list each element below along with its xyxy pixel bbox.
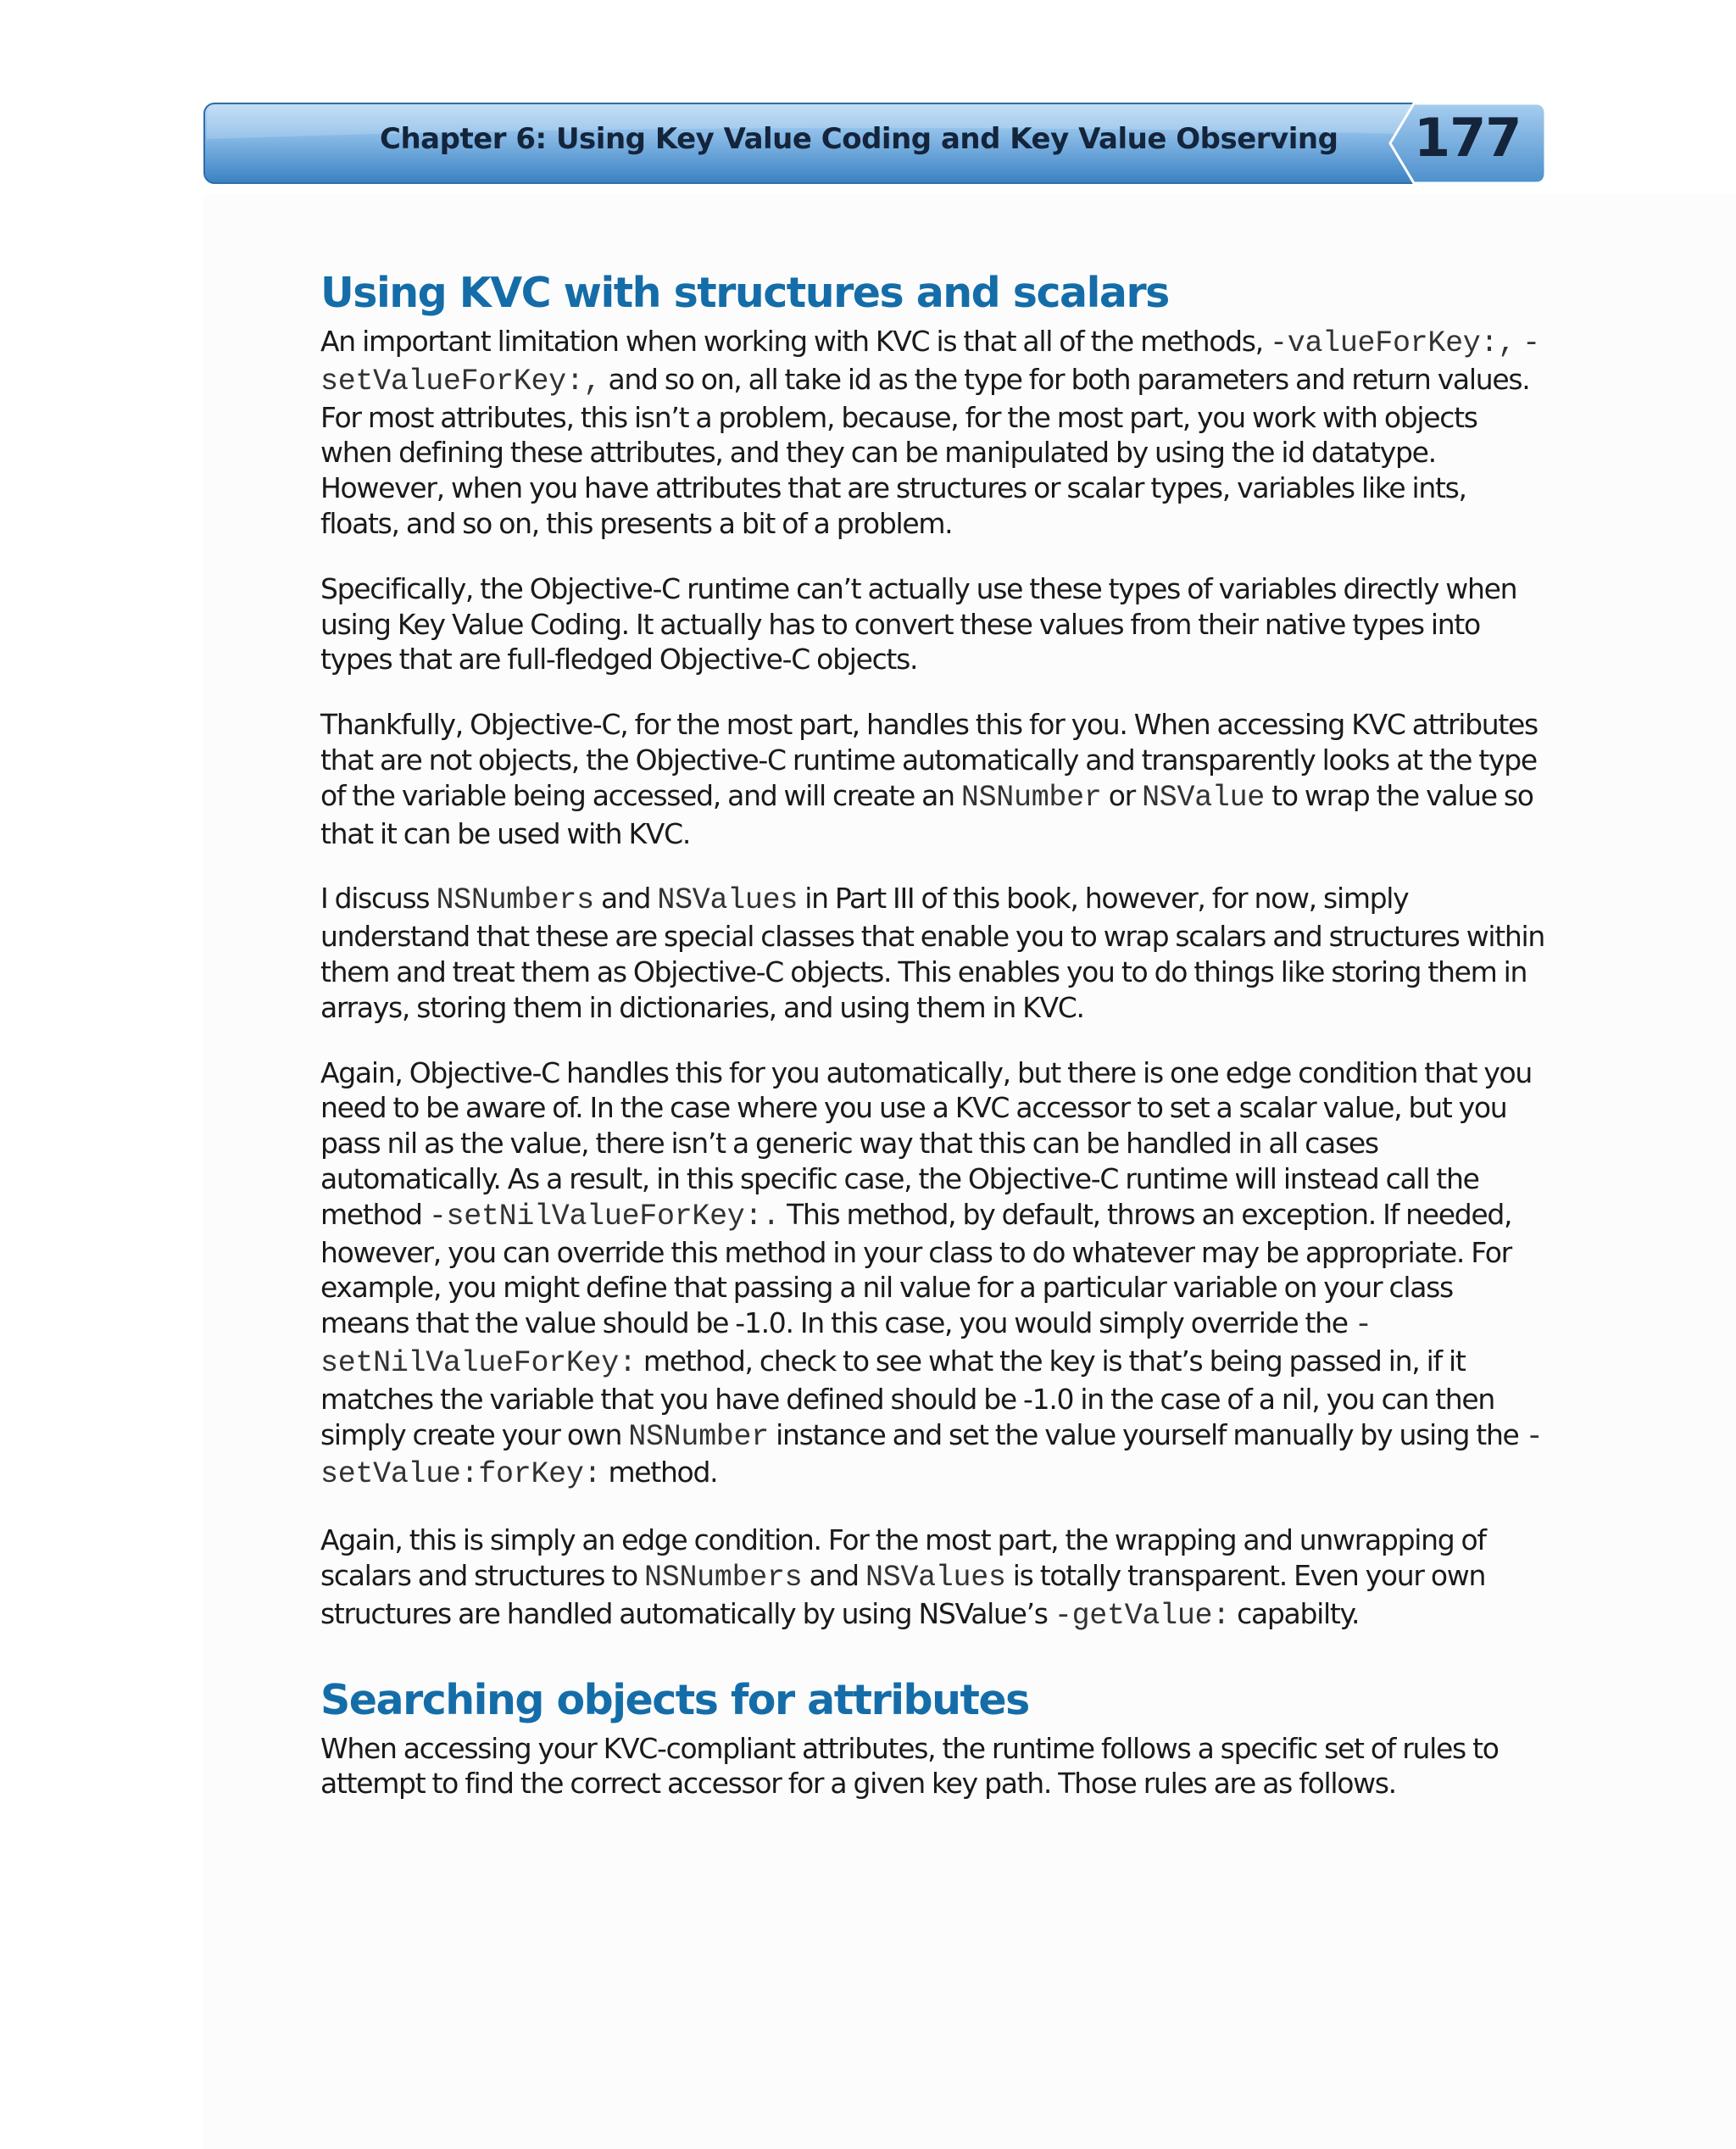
text-run: method.	[601, 1456, 718, 1489]
text-run: This method, by default, throws an exception. If needed, however, you can override this method in your class to do whatever may be appropriate. For example, you might define that passing a nil value for a particular variable on your class means that the value should be -1.0. In this case, you would simply override the	[320, 1197, 1512, 1340]
body-paragraph	[320, 707, 1546, 851]
body-paragraph	[320, 881, 1546, 1025]
section-heading: Searching objects for attributes	[320, 1675, 1029, 1724]
text-run: capabilty.	[1229, 1596, 1360, 1630]
code-term: NSValue	[1142, 780, 1266, 815]
body-paragraph	[320, 1731, 1546, 1802]
body-paragraph	[320, 1523, 1546, 1634]
text-run: Again, this is simply an edge condition. For the most part, the wrapping and unwrapping of scalars and structures to	[320, 1523, 1486, 1592]
page-number: 177	[1414, 107, 1522, 169]
code-term: -setNilValueForKey:.	[428, 1199, 780, 1233]
text-run	[1516, 325, 1522, 358]
body-paragraph	[320, 324, 1546, 542]
chapter-header-bar	[203, 102, 1546, 185]
code-term: NSValues	[657, 883, 798, 918]
code-term: -setNilValueForKey:	[320, 1308, 1372, 1380]
text-run: and so on, all take id as the type for both parameters and return values. For most attributes, this isn’t a problem, because, for the most part, you work with objects when defining these attributes, and they can be manipulated by using the id datatype. However, when you have attributes that are structures or scalar types, variables like ints, floats, and so on, this presents a bit of a problem.	[320, 362, 1530, 540]
section-heading: Using KVC with structures and scalars	[320, 269, 1169, 317]
code-term: -getValue:	[1054, 1598, 1230, 1633]
code-term: NSNumber	[960, 780, 1102, 815]
text-run: to wrap the value so that it can be used with KVC.	[320, 778, 1533, 850]
text-run: An important limitation when working with KVC is that all of the methods,	[320, 325, 1271, 358]
code-term: -setValue:forKey:	[320, 1419, 1544, 1492]
text-run: or	[1101, 778, 1143, 812]
code-term: NSNumbers	[436, 883, 594, 918]
chapter-title: Chapter 6: Using Key Value Coding and Key Value Observing	[380, 122, 1338, 156]
text-run: I discuss	[320, 882, 437, 916]
page-content	[320, 263, 1546, 1801]
text-run: in Part III of this book, however, for now, simply understand that these are special classes that enable you to wrap scalars and structures within them and treat them as Objective-C objects. This enables you to do things like storing them in arrays, storing them in dictionaries, and using them in KVC.	[320, 882, 1545, 1024]
code-term: NSNumbers	[644, 1560, 803, 1595]
body-paragraph	[320, 1055, 1546, 1494]
code-term: -setValueForKey:,	[320, 326, 1540, 398]
text-run: and	[802, 1558, 865, 1592]
code-term: NSNumber	[628, 1419, 769, 1454]
text-run: Again, Objective-C handles this for you automatically, but there is one edge condition that you need to be aware of. In the case where you use a KVC accessor to set a scalar value, but you pass nil as the value, there isn’t a generic way that this can be handled in all cases automatically. As a result, in this specific case, the Objective-C runtime will instead call the method	[320, 1055, 1533, 1231]
text-run: is totally transparent. Even your own structures are handled automatically by using NSValue’s	[320, 1558, 1486, 1630]
code-term: NSValues	[865, 1560, 1006, 1595]
text-run: instance and set the value yourself manually by using the	[768, 1417, 1526, 1451]
text-run: When accessing your KVC-compliant attributes, the runtime follows a specific set of rules to attempt to find the correct accessor for a given key path. Those rules are as follows.	[320, 1731, 1499, 1801]
text-run: method, check to see what the key is that’s being passed in, if it matches the variable that you have defined should be -1.0 in the case of a nil, you can then simply create your own	[320, 1344, 1495, 1451]
text-run: and	[593, 882, 658, 916]
text-run: Thankfully, Objective-C, for the most part, handles this for you. When accessing KVC attributes that are not objects, the Objective-C runtime automatically and transparently looks at the type of the variable being accessed, and will create an	[320, 708, 1538, 812]
text-run: Specifically, the Objective-C runtime can’t actually use these types of variables directly when using Key Value Coding. It actually has to convert these values from their native types into types that are full-fledged Objective-C objects.	[320, 571, 1517, 676]
code-term: -valueForKey:,	[1270, 326, 1516, 360]
body-paragraph	[320, 571, 1546, 677]
